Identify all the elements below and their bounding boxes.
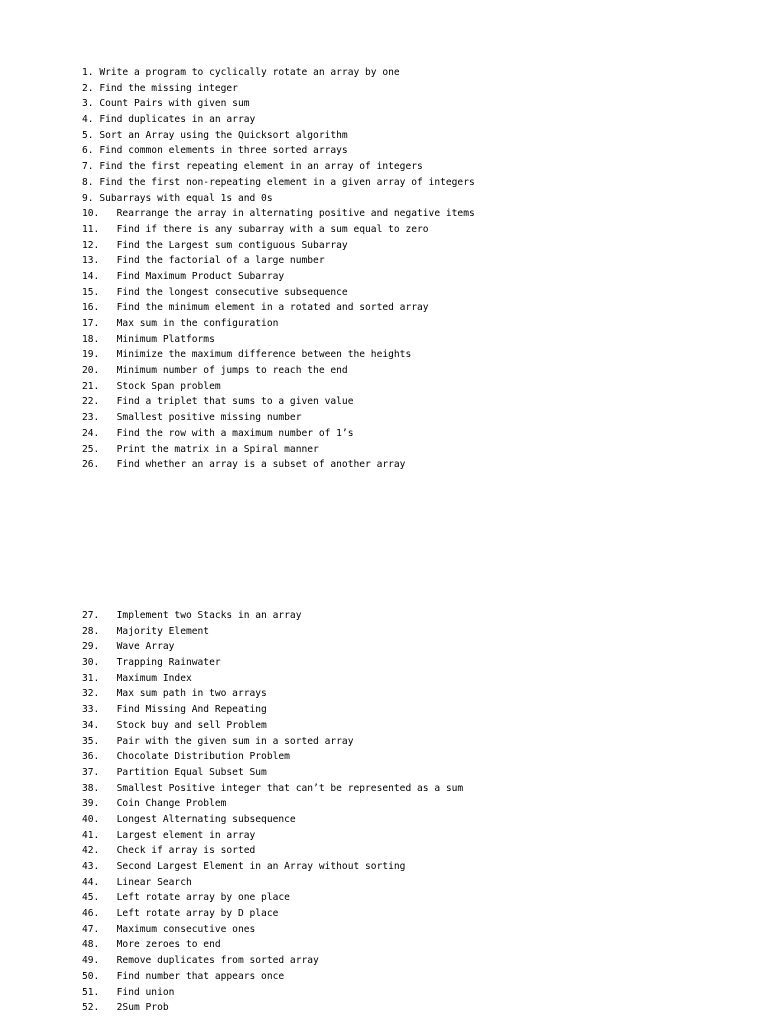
list-item: 33. Find Missing And Repeating: [82, 704, 267, 716]
list-item: 14. Find Maximum Product Subarray: [82, 270, 285, 282]
list-item: 48. More zeroes to end: [82, 939, 221, 951]
list-item: 40. Longest Alternating subsequence: [82, 813, 296, 825]
list-item: 39. Coin Change Problem: [82, 798, 227, 810]
list-item: 1. Write a program to cyclically rotate an array by one: [82, 67, 400, 78]
list-item: 43. Second Largest Element in an Array without sorting: [82, 861, 406, 872]
list-item: 12. Find the Largest sum contiguous Subarray: [82, 239, 348, 251]
list-item: 41. Largest element in array: [82, 829, 256, 841]
list-item: 50. Find number that appears once: [82, 970, 285, 982]
list-item: 16. Find the minimum element in a rotated and sorted array: [82, 302, 429, 314]
list-item: 11. Find if there is any subarray with a sum equal to zero: [82, 223, 429, 235]
list-item: 37. Partition Equal Subset Sum: [82, 766, 267, 778]
list-item: 26. Find whether an array is a subset of another array: [82, 459, 406, 471]
list-item: 51. Find union: [82, 986, 175, 998]
list-item: 47. Maximum consecutive ones: [82, 923, 256, 935]
list-item: 29. Wave Array: [82, 641, 175, 653]
list-item: 10. Rearrange the array in alternating positive and negative items: [82, 208, 475, 220]
list-item: 20. Minimum number of jumps to reach the end: [82, 365, 348, 377]
list-item: 25. Print the matrix in a Spiral manner: [82, 443, 319, 455]
list-item: 9. Subarrays with equal 1s and 0s: [82, 192, 273, 204]
list-item: 7. Find the first repeating element in an array of integers: [82, 161, 423, 173]
list-item: 31. Maximum Index: [82, 672, 192, 684]
list-item: 19. Minimize the maximum difference between the heights: [82, 349, 412, 361]
list-item: 35. Pair with the given sum in a sorted array: [82, 735, 354, 747]
list-item: 15. Find the longest consecutive subsequence: [82, 286, 348, 298]
list-item: 49. Remove duplicates from sorted array: [82, 955, 319, 967]
list-item: 21. Stock Span problem: [82, 380, 221, 392]
list-item: 4. Find duplicates in an array: [82, 114, 256, 126]
list-item: 22. Find a triplet that sums to a given value: [82, 396, 354, 408]
list-item: 2. Find the missing integer: [82, 82, 238, 94]
list-item: 42. Check if array is sorted: [82, 845, 256, 857]
list-item: 36. Chocolate Distribution Problem: [82, 751, 290, 763]
list-item: 46. Left rotate array by D place: [82, 908, 279, 920]
list-item: 30. Trapping Rainwater: [82, 657, 221, 669]
problem-list-page-2: [82, 608, 463, 1016]
list-item: 24. Find the row with a maximum number of 1’s: [82, 427, 354, 439]
list-item: 13. Find the factorial of a large number: [82, 255, 325, 267]
problem-list-page-1: [82, 65, 475, 473]
list-item: 18. Minimum Platforms: [82, 333, 215, 345]
list-item: 5. Sort an Array using the Quicksort algorithm: [82, 129, 348, 141]
list-item: 3. Count Pairs with given sum: [82, 98, 250, 110]
list-item: 34. Stock buy and sell Problem: [82, 719, 267, 731]
list-item: 32. Max sum path in two arrays: [82, 688, 267, 700]
list-item: 6. Find common elements in three sorted arrays: [82, 145, 348, 157]
list-item: 27. Implement two Stacks in an array: [82, 610, 302, 621]
list-item: 38. Smallest Positive integer that can’t be represented as a sum: [82, 782, 464, 794]
list-item: 8. Find the first non-repeating element in a given array of integers: [82, 176, 475, 188]
list-item: 28. Majority Element: [82, 625, 210, 637]
list-item: 45. Left rotate array by one place: [82, 892, 290, 904]
list-item: 44. Linear Search: [82, 876, 192, 888]
list-item: 52. 2Sum Prob: [82, 1002, 169, 1014]
list-item: 23. Smallest positive missing number: [82, 412, 302, 424]
list-item: 17. Max sum in the configuration: [82, 318, 279, 329]
